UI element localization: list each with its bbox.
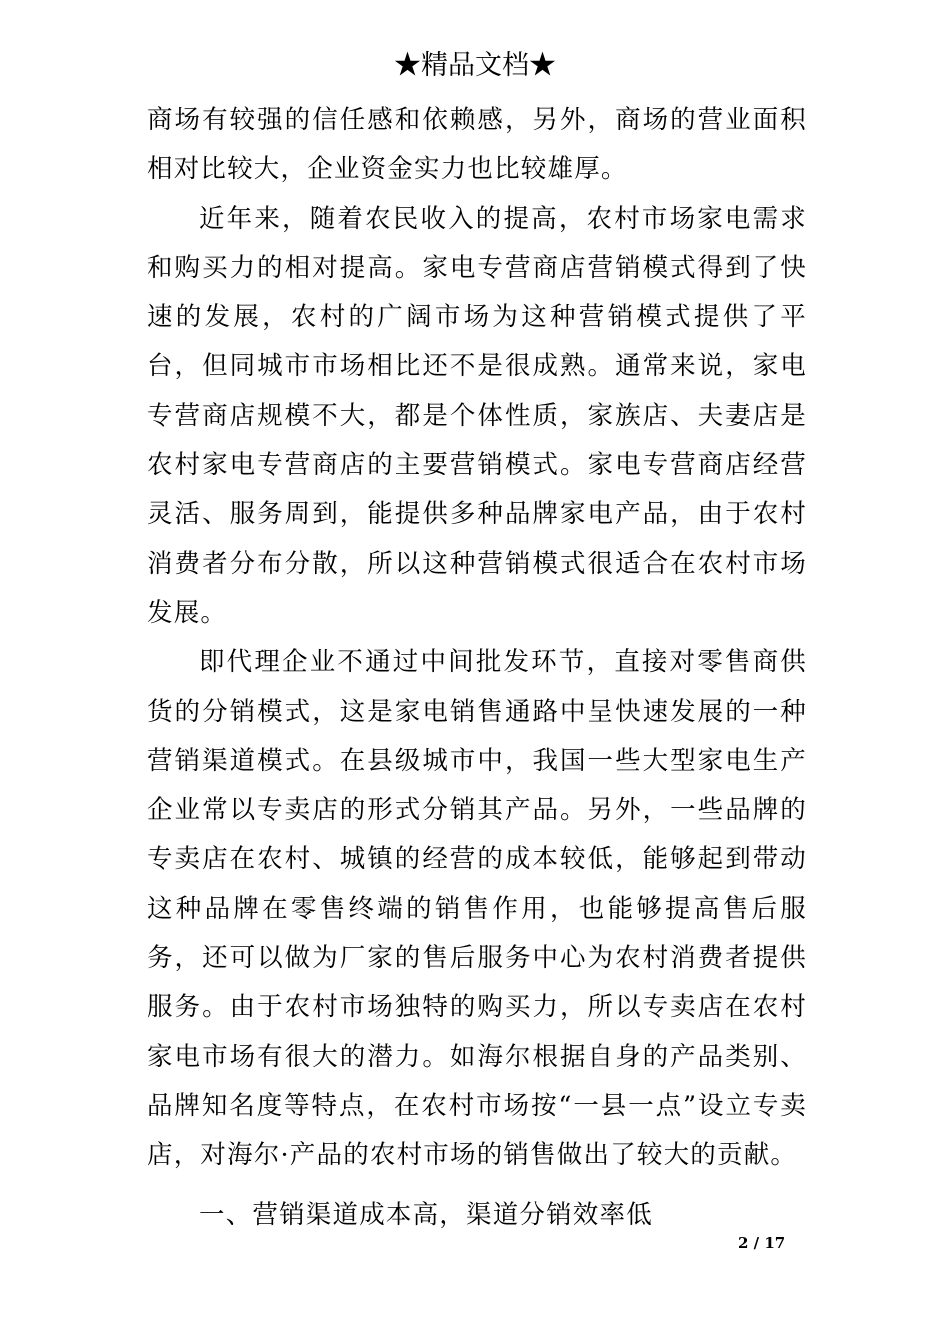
document-header-title: ★精品文档★ xyxy=(394,50,556,81)
paragraph-continued: 商场有较强的信任感和依赖感，另外，商场的营业面积相对比较大，企业资金实力也比较雄厚。 xyxy=(147,105,807,185)
section-heading: 一、营销渠道成本高，渠道分销效率低 xyxy=(199,1199,653,1230)
paragraph-exclusive-stores: 即代理企业不通过中间批发环节，直接对零售商供货的分销模式，这是家电销售通路中呈快速发展的一种营销渠道模式。在县级城市中，我国一些大型家电生产企业常以专卖店的形式分销其产品。另外，一些品牌的专卖店在农村、城镇的经营的成本较低，能够起到带动这种品牌在零售终端的销售作用，也能够提高售后服务，还可以做为厂家的售后服务中心为农村消费者提供服务。由于农村市场独特的购买力，所以专卖店在农村家电市场有很大的潜力。如海尔根据自身的产品类别、品牌知名度等特点，在农村市场按“一县一点”设立专卖店，对海尔·产品的农村市场的销售做出了较大的贡献。 xyxy=(147,647,807,1171)
page-number: 2 / 17 xyxy=(738,1234,786,1252)
paragraph-specialty-stores: 近年来，随着农民收入的提高，农村市场家电需求和购买力的相对提高。家电专营商店营销模式得到了快速的发展，农村的广阔市场为这种营销模式提供了平台，但同城市市场相比还不是很成熟。通常来说，家电专营商店规模不大，都是个体性质，家族店、夫妻店是农村家电专营商店的主要营销模式。家电专营商店经营灵活、服务周到，能提供多种品牌家电产品，由于农村消费者分布分散，所以这种营销模式很适合在农村市场发展。 xyxy=(147,203,807,628)
document-body xyxy=(147,96,807,1240)
